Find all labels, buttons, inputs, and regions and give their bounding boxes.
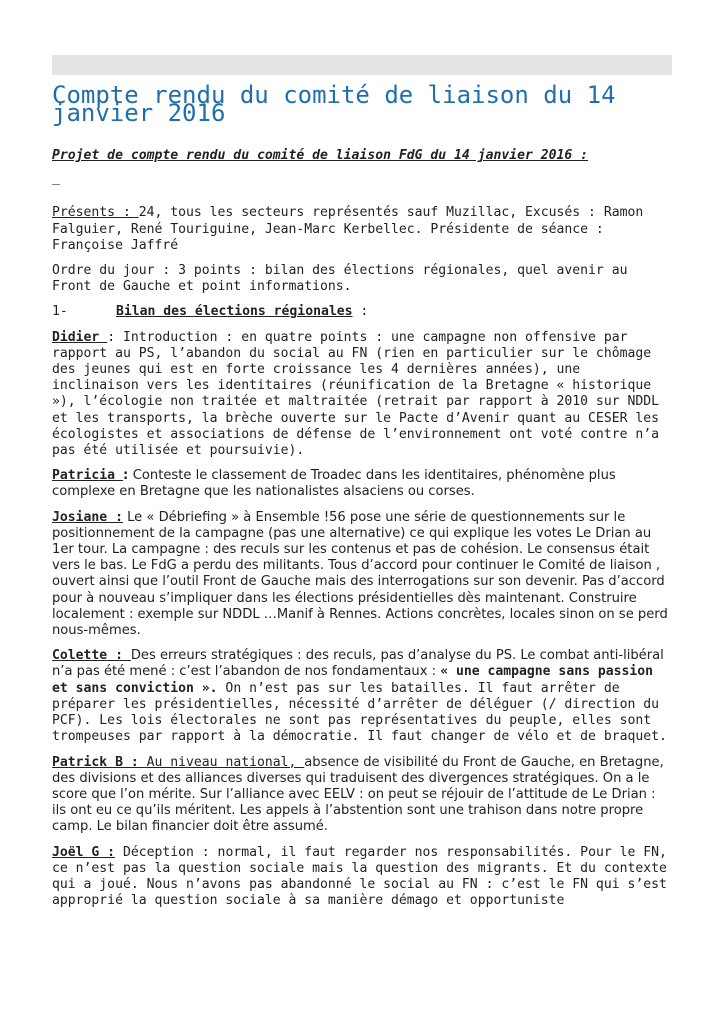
speaker-name: Colette : bbox=[52, 648, 131, 664]
speaker-name: Patrick B : bbox=[52, 754, 147, 770]
speaker-name: Didier bbox=[52, 329, 108, 345]
speaker-quote: « une campagne sans passion et sans conviction ». bbox=[52, 664, 654, 696]
subtitle: Projet de compte rendu du comité de liaison FdG du 14 janvier 2016 : bbox=[52, 148, 589, 163]
document-title: Compte rendu du comité de liaison du 14 janvier 2016 bbox=[52, 81, 616, 127]
section-heading bbox=[52, 304, 672, 320]
joel-paragraph bbox=[52, 845, 672, 910]
speaker-name: Josiane : bbox=[52, 509, 123, 525]
ordre-du-jour: Ordre du jour : 3 points : bilan des élections régionales, quel avenir au Front de Gauche et point informations. bbox=[52, 263, 628, 295]
speaker-text: Déception : normal, il faut regarder nos responsabilités. Pour le FN, ce n’est pas la question sociale mais la question des migrants. Et du contexte qui a joué. Nous n’avons pas abandonné le social au FN : c’est le FN qui s’est approprié la question sociale à sa manière démago et opportuniste bbox=[52, 844, 667, 909]
speaker-lead: Au niveau national, bbox=[146, 754, 305, 770]
speaker-text: : Introduction : en quatre points : une campagne non offensive par rapport au PS, l’abandon du social au FN (rien en particulier sur le chômage des jeunes qui est en forte croissance les 4 dernières années), une inclinaison vers les identitaires (réunification de la Bretagne « historique »), l’écologie non traitée et maltraitée (retrait par rapport à 2010 sur NDDL et les transports, la brèche ouverte sur le Pacte d’Avenir quant au CESER les écologistes et associations de défense de l’environnement ont voté contre n’a pas été utilisée et poursuivie). bbox=[52, 329, 659, 459]
speaker-name: Joël G : bbox=[52, 844, 116, 860]
separator-dash: – bbox=[52, 177, 60, 193]
speaker-name: Patricia bbox=[52, 468, 123, 484]
speaker-text: Des erreurs stratégiques : des reculs, pas d’analyse du PS. Le combat anti-libéral n’a pas été mené : c’est l’abandon de nos fondamentaux : bbox=[52, 648, 664, 680]
speaker-text: absence de visibilité du Front de Gauche, en Bretagne, des divisions et des alliances diverses qui traduisent des divergences stratégiques. On a le score que l’on mérite. Sur l’alliance avec EELV : on peut se réjouir de l’attitude de Le Drian : ils ont eu ce qu’ils méritent. Les appels à l’abstention sont une trahison dans notre propre camp. Le bilan financier doit être assumé. bbox=[52, 754, 664, 835]
document-page bbox=[52, 78, 672, 909]
speaker-text-continued: On n’est pas sur les batailles. Il faut arrêter de préparer les présidentielles, nécessité d’arrêter de déléguer (/ direction du PCF). Les lois électorales ne sont pas représentatives du peuple, elles sont trompeuses par rapport à la démocratie. Il faut changer de vélo et de braquet. bbox=[52, 680, 667, 745]
section-suffix: : bbox=[352, 304, 369, 320]
josiane-paragraph bbox=[52, 510, 672, 640]
didier-paragraph bbox=[52, 330, 672, 460]
patrick-paragraph bbox=[52, 755, 672, 836]
section-number: 1- bbox=[52, 304, 68, 320]
speaker-sep: : bbox=[122, 468, 133, 484]
section-title: Bilan des élections régionales bbox=[116, 304, 353, 320]
speaker-text: Le « Débriefing » à Ensemble !56 pose une série de questionnements sur le positionnement de la campagne (pas une alternative) ce qui explique les votes Le Drian au 1er tour. La campagne : des reculs sur les contenus et pas de cohésion. Le consensus était vers le bas. Le FdG a perdu des militants. Tous d’accord pour continuer le Comité de liaison , ouvert ainsi que l’outil Front de Gauche mais des interrogations sur son devenir. Pas d’accord pour à nouveau s’impliquer dans les élections présidentielles dès maintenant. Construire localement : exemple sur NDDL …Manif à Rennes. Actions concrètes, locales sinon on se perd nous-mêmes. bbox=[52, 509, 668, 639]
patricia-paragraph bbox=[52, 468, 672, 500]
speaker-text: Conteste le classement de Troadec dans les identitaires, phénomène plus complexe en Bretagne que les nationalistes alsaciens ou corses. bbox=[52, 468, 616, 500]
colette-paragraph bbox=[52, 648, 672, 745]
presents-text: 24, tous les secteurs représentés sauf Muzillac, Excusés : Ramon Falguier, René Touriguine, Jean-Marc Kerbellec. Présidente de séance : Françoise Jaffré bbox=[52, 205, 644, 253]
presents-label: Présents : bbox=[52, 205, 139, 221]
page-header-bar bbox=[52, 55, 672, 75]
presents-paragraph bbox=[52, 205, 672, 254]
